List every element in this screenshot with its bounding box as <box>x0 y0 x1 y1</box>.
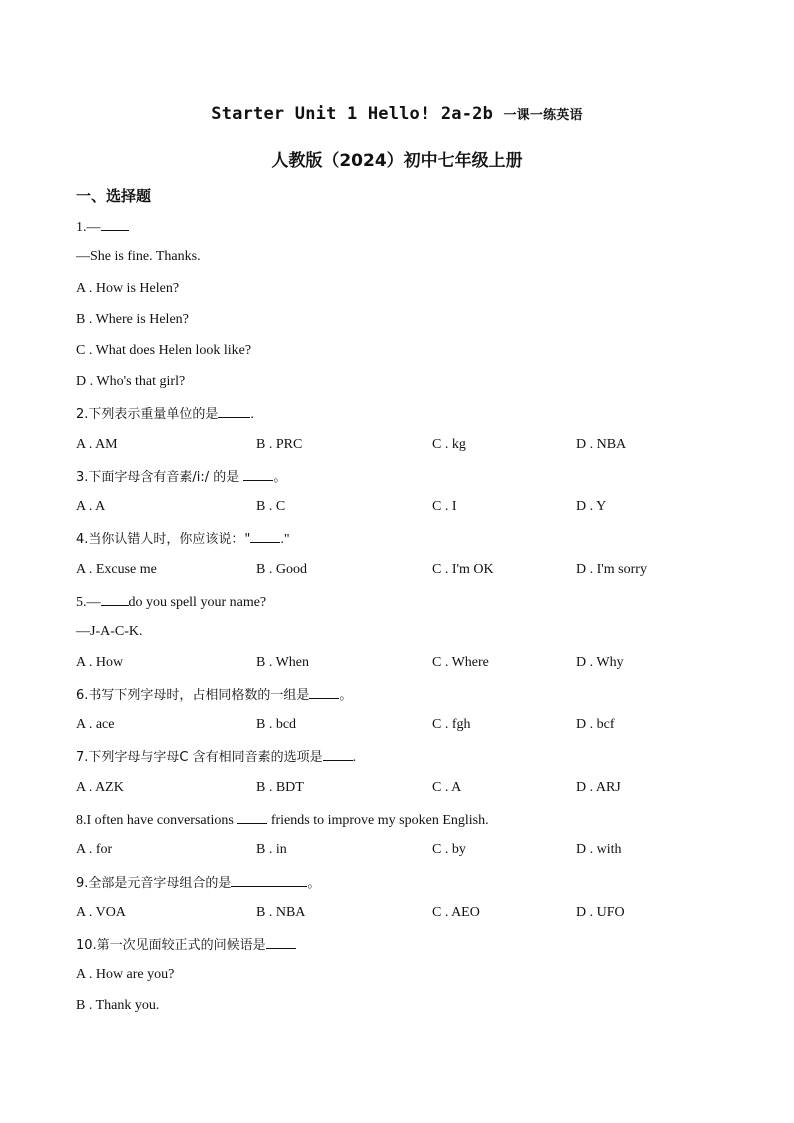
question-5-answer: —J-A-C-K. <box>76 624 143 639</box>
title-latin: Starter Unit 1 Hello! 2a-2b <box>211 104 494 124</box>
question-2-option-c: C . kg <box>432 437 466 452</box>
page-subtitle: 人教版（2024）初中七年级上册 <box>271 151 523 171</box>
question-7-option-a: A . AZK <box>76 780 124 795</box>
question-7-option-b: B . BDT <box>256 780 304 795</box>
question-10-option-a: A . How are you? <box>76 967 175 982</box>
page-title <box>0 104 794 124</box>
question-1-answer: —She is fine. Thanks. <box>76 249 201 264</box>
question-6-option-c: C . fgh <box>432 717 471 732</box>
question-9-stem: 9.全部是元音字母组合的是 。 <box>76 873 320 893</box>
question-3-stem: 3.下面字母含有音素/i:/ 的是 。 <box>76 467 286 487</box>
question-5-stem: 5.— do you spell your name? <box>76 592 266 612</box>
question-1-stem: 1.— <box>76 217 129 237</box>
question-7-stem: 7.下列字母与字母C 含有相同音素的选项是 . <box>76 747 356 767</box>
answer-blank <box>101 217 129 231</box>
question-3-option-a: A . A <box>76 499 106 514</box>
title-cjk: 一课一练英语 <box>503 108 583 123</box>
question-5-option-d: D . Why <box>576 655 624 670</box>
question-6-stem: 6.书写下列字母时，占相同格数的一组是 。 <box>76 685 352 705</box>
question-4-option-c: C . I'm OK <box>432 562 494 577</box>
section-heading: 一、选择题 <box>76 187 152 205</box>
question-6-option-d: D . bcf <box>576 717 615 732</box>
question-9-option-b: B . NBA <box>256 905 306 920</box>
question-2-stem: 2.下列表示重量单位的是 . <box>76 404 254 424</box>
answer-blank <box>250 529 280 543</box>
question-1-option-a: A . How is Helen? <box>76 281 180 296</box>
question-5-option-c: C . Where <box>432 655 489 670</box>
question-8-option-a: A . for <box>76 842 113 857</box>
question-1-option-c: C . What does Helen look like? <box>76 343 252 358</box>
question-4-option-b: B . Good <box>256 562 307 577</box>
question-7-option-d: D . ARJ <box>576 780 621 795</box>
question-2-option-b: B . PRC <box>256 437 303 452</box>
question-4-option-a: A . Excuse me <box>76 562 157 577</box>
answer-blank <box>237 810 267 824</box>
answer-blank <box>323 747 353 761</box>
question-4-stem: 4.当你认错人时，你应该说：" ." <box>76 529 290 549</box>
answer-blank <box>101 592 129 606</box>
question-3-option-d: D . Y <box>576 499 607 514</box>
answer-blank <box>218 404 250 418</box>
question-5-option-a: A . How <box>76 655 124 670</box>
question-3-option-c: C . I <box>432 499 457 514</box>
question-5-option-b: B . When <box>256 655 310 670</box>
question-8-option-d: D . with <box>576 842 622 857</box>
question-1-option-d: D . Who's that girl? <box>76 374 186 389</box>
question-1-option-b: B . Where is Helen? <box>76 312 189 327</box>
question-6-option-a: A . ace <box>76 717 115 732</box>
question-4-option-d: D . I'm sorry <box>576 562 647 577</box>
question-10-stem: 10.第一次见面较正式的问候语是 <box>76 935 296 955</box>
question-8-option-c: C . by <box>432 842 466 857</box>
answer-blank <box>243 467 273 481</box>
question-8-option-b: B . in <box>256 842 287 857</box>
answer-blank <box>266 935 296 949</box>
answer-blank <box>309 685 339 699</box>
question-6-option-b: B . bcd <box>256 717 297 732</box>
question-10-option-b: B . Thank you. <box>76 998 160 1013</box>
question-9-option-d: D . UFO <box>576 905 625 920</box>
question-8-stem: 8.I often have conversations friends to improve my spoken English. <box>76 810 489 830</box>
question-9-option-c: C . AEO <box>432 905 480 920</box>
question-3-option-b: B . C <box>256 499 286 514</box>
question-2-option-a: A . AM <box>76 437 118 452</box>
answer-blank <box>231 873 307 887</box>
question-2-option-d: D . NBA <box>576 437 627 452</box>
question-7-option-c: C . A <box>432 780 462 795</box>
question-9-option-a: A . VOA <box>76 905 126 920</box>
